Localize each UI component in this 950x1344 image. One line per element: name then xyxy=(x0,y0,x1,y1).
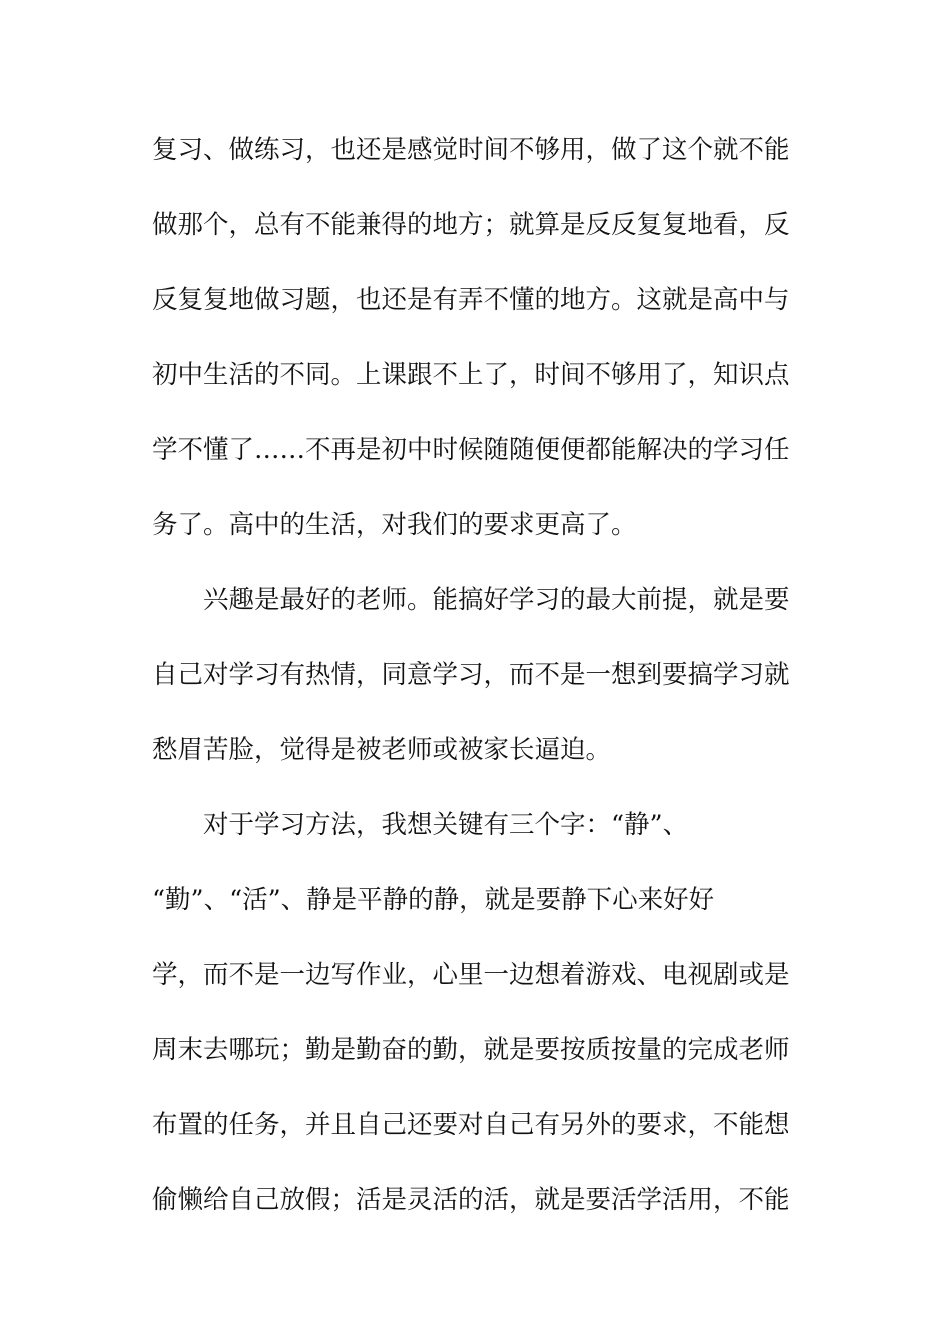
text-line: 愁眉苦脸，觉得是被老师或被家长逼迫。 xyxy=(152,735,612,765)
text-line: 自己对学习有热情，同意学习，而不是一想到要搞学习就 xyxy=(152,660,790,690)
paragraph-first-line: 对于学习方法，我想关键有三个字：“静”、 xyxy=(203,810,689,840)
text-line: 反复复地做习题，也还是有弄不懂的地方。这就是高中与 xyxy=(152,285,790,315)
paragraph-first-line: 兴趣是最好的老师。能搞好学习的最大前提，就是要 xyxy=(203,585,790,615)
text-line: 偷懒给自己放假；活是灵活的活，就是要活学活用，不能 xyxy=(152,1185,790,1215)
text-line: 初中生活的不同。上课跟不上了，时间不够用了，知识点 xyxy=(152,360,790,390)
text-line: 复习、做练习，也还是感觉时间不够用，做了这个就不能 xyxy=(152,135,790,165)
text-line: 学，而不是一边写作业，心里一边想着游戏、电视剧或是 xyxy=(152,960,790,990)
text-line: 做那个，总有不能兼得的地方；就算是反反复复地看，反 xyxy=(152,210,790,240)
text-line: 布置的任务，并且自己还要对自己有另外的要求，不能想 xyxy=(152,1110,790,1140)
text-line: 学不懂了……不再是初中时候随随便便都能解决的学习任 xyxy=(152,435,790,465)
text-line: 周末去哪玩；勤是勤奋的勤，就是要按质按量的完成老师 xyxy=(152,1035,790,1065)
text-line: 务了。高中的生活，对我们的要求更高了。 xyxy=(152,510,637,540)
text-line: “勤”、“活”、静是平静的静，就是要静下心来好好 xyxy=(152,885,715,915)
